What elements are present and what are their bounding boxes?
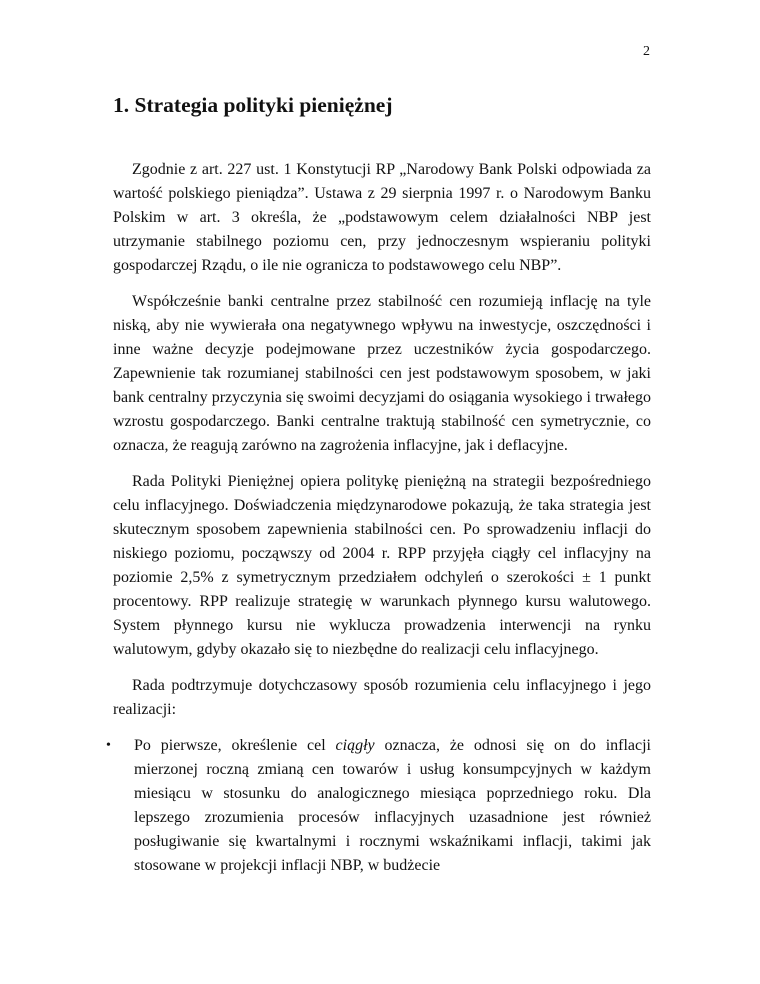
bullet-item [106,734,651,878]
paragraph-price-stability: Współcześnie banki centralne przez stabilność cen rozumieją inflację na tyle niską, aby nie wywierała ona negatywnego wpływu na inwestycje, oszczędności i inne ważne decyzje podejmowane przez uczestników życia gospodarczego. Zapewnienie tak rozumianej stabilności cen jest podstawowym sposobem, w jaki bank centralny przyczynia się swoimi decyzjami do osiągania wysokiego i trwałego wzrostu gospodarczego. Banki centralne traktują stabilność cen symetrycznie, co oznacza, że reagują zarówno na zagrożenia inflacyjne, jak i deflacyjne. [113,293,651,454]
paragraph-target-understanding: Rada podtrzymuje dotychczasowy sposób rozumienia celu inflacyjnego i jego realizacji: [113,677,651,718]
body-text [106,158,651,878]
paragraph-inflation-target-strategy: Rada Polityki Pieniężnej opiera politykę pieniężną na strategii bezpośredniego celu inflacyjnego. Doświadczenia międzynarodowe pokazują, że taka strategia jest skutecznym sposobem zapewnienia stabilności cen. Po sprowadzeniu inflacji do niskiego poziomu, począwszy od 2004 r. RPP przyjęła ciągły cel inflacyjny na poziomie 2,5% z symetrycznym przedziałem odchyleń o szerokości ± 1 punkt procentowy. RPP realizuje strategię w warunkach płynnego kursu walutowego. System płynnego kursu nie wyklucza prowadzenia interwencji na rynku walutowym, gdyby okazało się to niezbędne do realizacji celu inflacyjnego. [113,473,651,658]
bullet-text-before: Po pierwsze, określenie cel [134,737,336,754]
bullet-emphasis: ciągły [335,737,375,754]
section-heading: 1. Strategia polityki pieniężnej [113,93,393,117]
page-number: 2 [643,44,650,59]
bullet-list [106,734,651,878]
bullet-marker: • [106,738,111,753]
paragraph-constitution: Zgodnie z art. 227 ust. 1 Konstytucji RP „Narodowy Bank Polski odpowiada za wartość polskiego pieniądza”. Ustawa z 29 sierpnia 1997 r. o Narodowym Banku Polskim w art. 3 określa, że „podstawowym celem działalności NBP jest utrzymanie stabilnego poziomu cen, przy jednoczesnym wspieraniu polityki gospodarczej Rządu, o ile nie ogranicza to podstawowego celu NBP”. [113,161,651,274]
bullet-text-after: oznacza, że odnosi się on do inflacji mierzonej roczną zmianą cen towarów i usług konsumpcyjnych w każdym miesiącu w stosunku do analogicznego miesiąca poprzedniego roku. Dla lepszego zrozumienia procesów inflacyjnych uzasadnione jest również posługiwanie się kwartalnymi i rocznymi wskaźnikami inflacji, takimi jak stosowane w projekcji inflacji NBP, w budżecie [134,737,651,874]
